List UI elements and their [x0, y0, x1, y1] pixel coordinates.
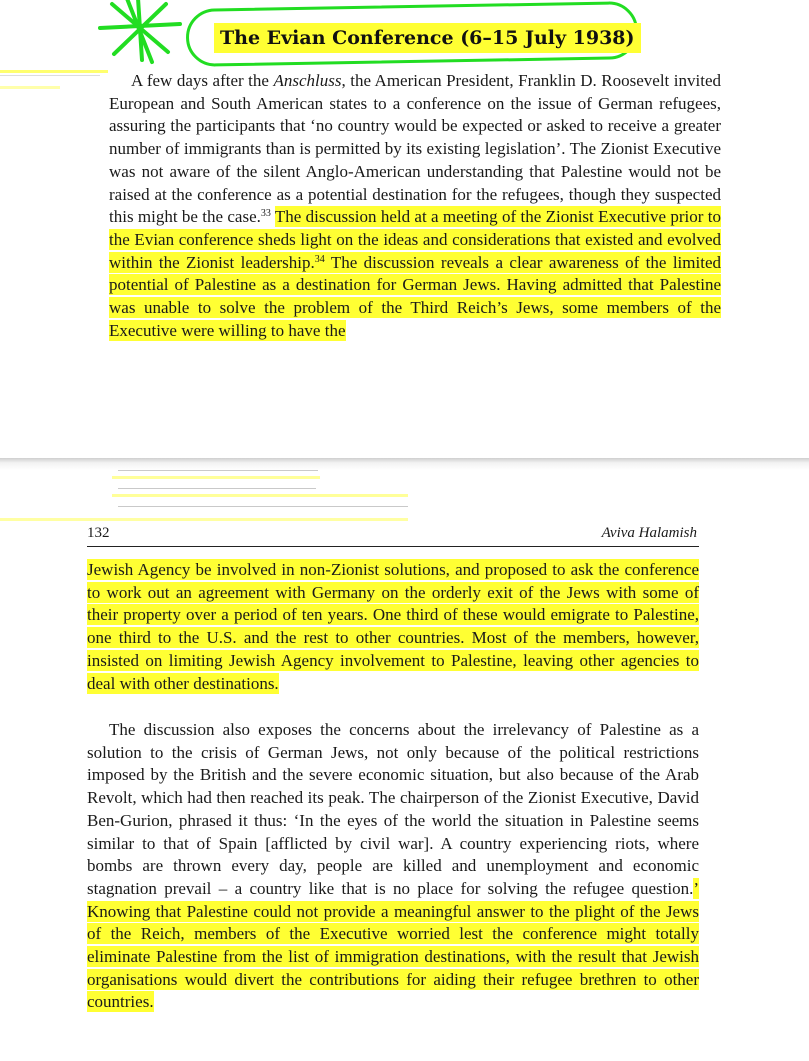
text-run: A few days after the [131, 71, 274, 90]
bottom-paragraph-2 [87, 719, 699, 1014]
highlighted-text [109, 206, 721, 341]
scan-artifact [0, 62, 110, 102]
anschluss-term: Anschluss [273, 71, 342, 90]
page-number: 132 [87, 525, 110, 541]
text-run: , the American President, Franklin D. Roosevelt invited European and South American states to a conference on the issue of German refugees, assuring the participants that ‘no country would be expected or asked to receive a greater number of immigrants than is permitted by its existing legislation’. The Zionist Executive was not aware of the silent Anglo-American understanding that Palestine would not be raised at the conference as a potential destination for the refugees, though they suspected this might be the case. [109, 71, 721, 227]
running-author: Aviva Halamish [601, 525, 697, 541]
heading-annotation [186, 5, 636, 60]
running-head [87, 523, 699, 547]
page-separator [0, 458, 809, 470]
highlight-run: The discussion reveals a clear awareness of the limited potential of Palestine as a destination for German Jews. Having admitted that Palestine was unable to solve the problem of the Third Reich’s Jews, some members of the Executive were willing to have the [109, 252, 721, 340]
highlight-run: The discussion held at a meeting of the Zionist Executive prior to the Evian conference sheds light on the ideas and considerations that existed and evolved within the Zionist leadership. [109, 207, 721, 272]
section-heading: The Evian Conference (6–15 July 1938) [214, 23, 641, 53]
text-run: The discussion also exposes the concerns about the irrelevancy of Palestine as a solution to the crisis of German Jews, not only because of the political restrictions imposed by the British and the severe economic situation, but also because of the Arab Revolt, which had then reached its peak. The chairperson of the Zionist Executive, David Ben-Gurion, phrased it thus: ‘In the eyes of the world the situation in Palestine seems similar to that of Spain [afflicted by civil war]. A country experiencing riots, where bombs are thrown every day, people are killed and unemployment and economic stagnation prevail – a country like that is no place for solving the refugee question. [87, 720, 699, 898]
top-paragraph [109, 70, 721, 342]
top-page [0, 0, 809, 458]
highlighted-text: ’ Knowing that Palestine could not provide a meaningful answer to the plight of the Jews of the Reich, members of the Executive worried lest the conference might totally eliminate Palestine from the list of immigration destinations, with the result that Jewish organisations would divert the contributions for aiding their refugee brethren to other countries. [87, 878, 699, 1012]
green-star-icon [92, 0, 184, 66]
footnote-ref-33[interactable]: 33 [260, 208, 271, 220]
footnote-ref-34[interactable]: 34 [314, 253, 325, 265]
bottom-paragraph-1 [87, 559, 699, 695]
highlighted-text: Jewish Agency be involved in non-Zionist solutions, and proposed to ask the conference to work out an agreement with Germany on the orderly exit of the Jews with some of their property over a period of ten years. One third of these would emigrate to Palestine, one third to the U.S. and the rest to other countries. Most of the members, however, insisted on limiting Jewish Agency involvement to Palestine, leaving other agencies to deal with other destinations. [87, 560, 699, 693]
